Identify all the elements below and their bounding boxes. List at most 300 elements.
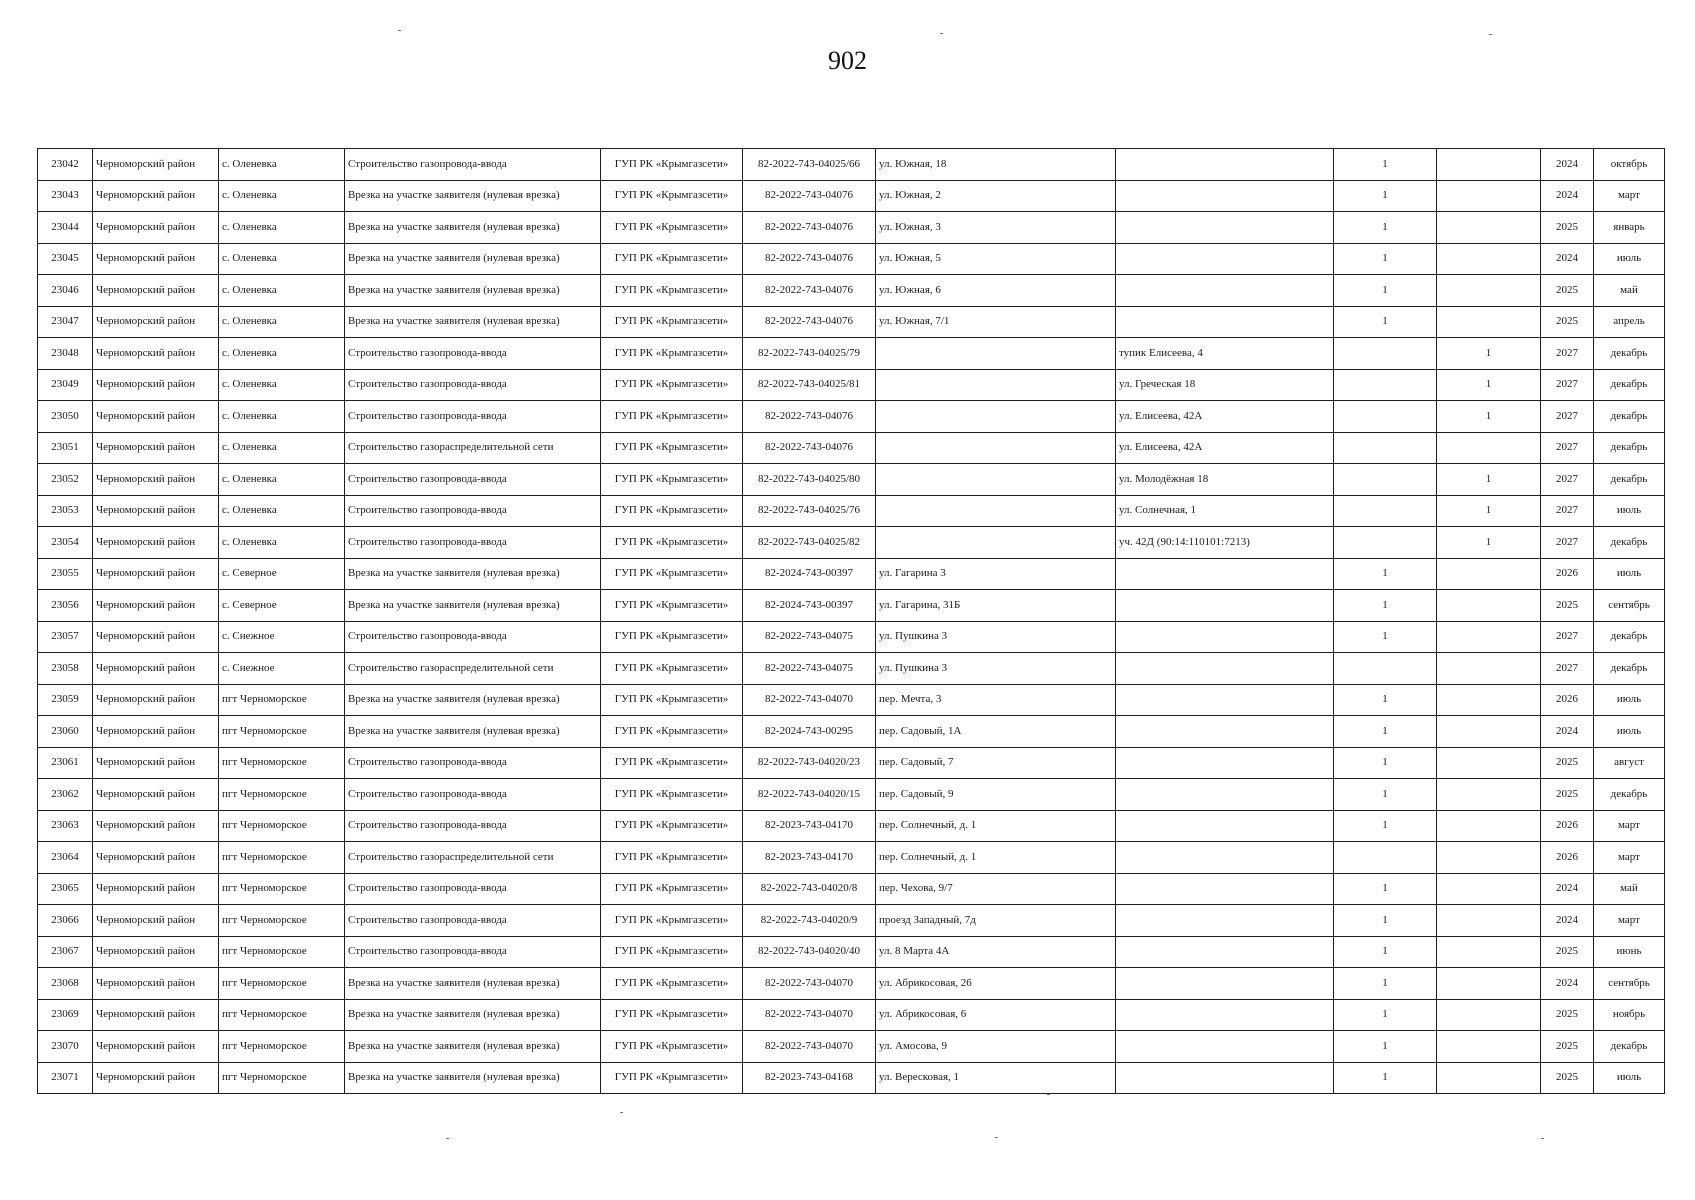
settlement-cell: с. Северное bbox=[219, 590, 345, 622]
registration-code-cell: 82-2022-743-04076 bbox=[743, 180, 876, 212]
registration-code-cell: 82-2024-743-00397 bbox=[743, 558, 876, 590]
row-number-cell: 23052 bbox=[38, 464, 93, 496]
registry-table bbox=[37, 148, 1665, 1094]
district-cell: Черноморский район bbox=[93, 968, 219, 1000]
table-row bbox=[38, 905, 1665, 937]
registration-code-cell: 82-2022-743-04025/79 bbox=[743, 338, 876, 370]
month-cell: июль bbox=[1594, 716, 1665, 748]
quantity-cell: 1 bbox=[1334, 810, 1437, 842]
table-row bbox=[38, 243, 1665, 275]
quantity-extra-cell: 1 bbox=[1437, 495, 1541, 527]
row-number-cell: 23047 bbox=[38, 306, 93, 338]
row-number-cell: 23058 bbox=[38, 653, 93, 685]
month-cell: декабрь bbox=[1594, 621, 1665, 653]
settlement-cell: пгт Черноморское bbox=[219, 873, 345, 905]
organization-cell: ГУП РК «Крымгазсети» bbox=[601, 779, 743, 811]
month-cell: март bbox=[1594, 905, 1665, 937]
organization-cell: ГУП РК «Крымгазсети» bbox=[601, 212, 743, 244]
table-row bbox=[38, 432, 1665, 464]
year-cell: 2027 bbox=[1541, 527, 1594, 559]
district-cell: Черноморский район bbox=[93, 401, 219, 433]
month-cell: июль bbox=[1594, 1062, 1665, 1094]
registration-code-cell: 82-2023-743-04170 bbox=[743, 810, 876, 842]
address-extra-cell bbox=[1116, 747, 1334, 779]
table-row bbox=[38, 338, 1665, 370]
settlement-cell: с. Оленевка bbox=[219, 464, 345, 496]
settlement-cell: с. Оленевка bbox=[219, 369, 345, 401]
address-cell: пер. Чехова, 9/7 bbox=[876, 873, 1116, 905]
district-cell: Черноморский район bbox=[93, 873, 219, 905]
district-cell: Черноморский район bbox=[93, 590, 219, 622]
address-extra-cell bbox=[1116, 653, 1334, 685]
registration-code-cell: 82-2022-743-04025/82 bbox=[743, 527, 876, 559]
month-cell: май bbox=[1594, 275, 1665, 307]
district-cell: Черноморский район bbox=[93, 432, 219, 464]
month-cell: декабрь bbox=[1594, 401, 1665, 433]
table-row bbox=[38, 621, 1665, 653]
month-cell: март bbox=[1594, 180, 1665, 212]
organization-cell: ГУП РК «Крымгазсети» bbox=[601, 810, 743, 842]
work-type-cell: Строительство газопровода-ввода bbox=[345, 810, 601, 842]
quantity-extra-cell: 1 bbox=[1437, 401, 1541, 433]
month-cell: декабрь bbox=[1594, 653, 1665, 685]
row-number-cell: 23042 bbox=[38, 149, 93, 181]
address-cell: ул. Южная, 3 bbox=[876, 212, 1116, 244]
quantity-cell: 1 bbox=[1334, 873, 1437, 905]
quantity-extra-cell bbox=[1437, 936, 1541, 968]
settlement-cell: с. Снежное bbox=[219, 653, 345, 685]
year-cell: 2024 bbox=[1541, 180, 1594, 212]
quantity-extra-cell bbox=[1437, 306, 1541, 338]
address-cell bbox=[876, 464, 1116, 496]
quantity-cell: 1 bbox=[1334, 149, 1437, 181]
row-number-cell: 23043 bbox=[38, 180, 93, 212]
organization-cell: ГУП РК «Крымгазсети» bbox=[601, 873, 743, 905]
address-cell: ул. Пушкина 3 bbox=[876, 621, 1116, 653]
address-extra-cell: ул. Елисеева, 42А bbox=[1116, 432, 1334, 464]
address-cell: ул. Пушкина 3 bbox=[876, 653, 1116, 685]
row-number-cell: 23051 bbox=[38, 432, 93, 464]
month-cell: декабрь bbox=[1594, 464, 1665, 496]
year-cell: 2027 bbox=[1541, 653, 1594, 685]
address-cell: ул. Гагарина 3 bbox=[876, 558, 1116, 590]
work-type-cell: Врезка на участке заявителя (нулевая врезка) bbox=[345, 243, 601, 275]
quantity-cell: 1 bbox=[1334, 936, 1437, 968]
settlement-cell: пгт Черноморское bbox=[219, 684, 345, 716]
table-row bbox=[38, 968, 1665, 1000]
quantity-cell: 1 bbox=[1334, 1062, 1437, 1094]
work-type-cell: Строительство газопровода-ввода bbox=[345, 527, 601, 559]
address-extra-cell bbox=[1116, 999, 1334, 1031]
organization-cell: ГУП РК «Крымгазсети» bbox=[601, 968, 743, 1000]
year-cell: 2024 bbox=[1541, 716, 1594, 748]
settlement-cell: с. Северное bbox=[219, 558, 345, 590]
quantity-cell bbox=[1334, 369, 1437, 401]
scan-speck bbox=[1489, 34, 1492, 35]
address-extra-cell bbox=[1116, 968, 1334, 1000]
address-cell: ул. Южная, 7/1 bbox=[876, 306, 1116, 338]
row-number-cell: 23062 bbox=[38, 779, 93, 811]
month-cell: март bbox=[1594, 810, 1665, 842]
address-extra-cell bbox=[1116, 936, 1334, 968]
address-cell: пер. Солнечный, д. 1 bbox=[876, 842, 1116, 874]
table-row bbox=[38, 1062, 1665, 1094]
work-type-cell: Врезка на участке заявителя (нулевая врезка) bbox=[345, 275, 601, 307]
work-type-cell: Врезка на участке заявителя (нулевая врезка) bbox=[345, 684, 601, 716]
district-cell: Черноморский район bbox=[93, 1031, 219, 1063]
quantity-extra-cell bbox=[1437, 275, 1541, 307]
registration-code-cell: 82-2022-743-04070 bbox=[743, 1031, 876, 1063]
quantity-cell bbox=[1334, 527, 1437, 559]
district-cell: Черноморский район bbox=[93, 621, 219, 653]
address-cell: проезд Западный, 7д bbox=[876, 905, 1116, 937]
address-cell: ул. Амосова, 9 bbox=[876, 1031, 1116, 1063]
quantity-extra-cell: 1 bbox=[1437, 527, 1541, 559]
row-number-cell: 23057 bbox=[38, 621, 93, 653]
settlement-cell: пгт Черноморское bbox=[219, 968, 345, 1000]
address-cell: пер. Садовый, 1А bbox=[876, 716, 1116, 748]
table-row bbox=[38, 464, 1665, 496]
quantity-cell: 1 bbox=[1334, 999, 1437, 1031]
district-cell: Черноморский район bbox=[93, 212, 219, 244]
organization-cell: ГУП РК «Крымгазсети» bbox=[601, 936, 743, 968]
address-cell: ул. Абрикосовая, 6 bbox=[876, 999, 1116, 1031]
quantity-cell: 1 bbox=[1334, 779, 1437, 811]
row-number-cell: 23060 bbox=[38, 716, 93, 748]
organization-cell: ГУП РК «Крымгазсети» bbox=[601, 401, 743, 433]
month-cell: декабрь bbox=[1594, 527, 1665, 559]
month-cell: декабрь bbox=[1594, 338, 1665, 370]
address-cell: ул. Южная, 6 bbox=[876, 275, 1116, 307]
row-number-cell: 23046 bbox=[38, 275, 93, 307]
organization-cell: ГУП РК «Крымгазсети» bbox=[601, 180, 743, 212]
address-cell: ул. Абрикосовая, 26 bbox=[876, 968, 1116, 1000]
organization-cell: ГУП РК «Крымгазсети» bbox=[601, 243, 743, 275]
table-row bbox=[38, 369, 1665, 401]
organization-cell: ГУП РК «Крымгазсети» bbox=[601, 338, 743, 370]
quantity-cell: 1 bbox=[1334, 590, 1437, 622]
quantity-extra-cell bbox=[1437, 968, 1541, 1000]
quantity-cell: 1 bbox=[1334, 621, 1437, 653]
address-extra-cell: уч. 42Д (90:14:110101:7213) bbox=[1116, 527, 1334, 559]
month-cell: декабрь bbox=[1594, 369, 1665, 401]
settlement-cell: с. Оленевка bbox=[219, 212, 345, 244]
quantity-extra-cell bbox=[1437, 1031, 1541, 1063]
address-extra-cell bbox=[1116, 684, 1334, 716]
address-cell bbox=[876, 527, 1116, 559]
district-cell: Черноморский район bbox=[93, 180, 219, 212]
year-cell: 2025 bbox=[1541, 999, 1594, 1031]
registration-code-cell: 82-2022-743-04020/8 bbox=[743, 873, 876, 905]
row-number-cell: 23054 bbox=[38, 527, 93, 559]
settlement-cell: пгт Черноморское bbox=[219, 779, 345, 811]
work-type-cell: Врезка на участке заявителя (нулевая врезка) bbox=[345, 1062, 601, 1094]
address-cell: ул. 8 Марта 4А bbox=[876, 936, 1116, 968]
row-number-cell: 23064 bbox=[38, 842, 93, 874]
work-type-cell: Строительство газопровода-ввода bbox=[345, 779, 601, 811]
quantity-cell bbox=[1334, 464, 1437, 496]
year-cell: 2027 bbox=[1541, 432, 1594, 464]
quantity-extra-cell bbox=[1437, 716, 1541, 748]
year-cell: 2026 bbox=[1541, 684, 1594, 716]
quantity-cell: 1 bbox=[1334, 275, 1437, 307]
month-cell: июль bbox=[1594, 495, 1665, 527]
settlement-cell: с. Снежное bbox=[219, 621, 345, 653]
work-type-cell: Строительство газопровода-ввода bbox=[345, 936, 601, 968]
month-cell: октябрь bbox=[1594, 149, 1665, 181]
registration-code-cell: 82-2022-743-04070 bbox=[743, 684, 876, 716]
quantity-cell: 1 bbox=[1334, 684, 1437, 716]
month-cell: декабрь bbox=[1594, 432, 1665, 464]
district-cell: Черноморский район bbox=[93, 716, 219, 748]
address-cell: пер. Мечта, 3 bbox=[876, 684, 1116, 716]
quantity-extra-cell bbox=[1437, 621, 1541, 653]
district-cell: Черноморский район bbox=[93, 243, 219, 275]
row-number-cell: 23069 bbox=[38, 999, 93, 1031]
year-cell: 2025 bbox=[1541, 212, 1594, 244]
quantity-extra-cell bbox=[1437, 905, 1541, 937]
month-cell: март bbox=[1594, 842, 1665, 874]
settlement-cell: с. Оленевка bbox=[219, 527, 345, 559]
address-cell bbox=[876, 338, 1116, 370]
row-number-cell: 23070 bbox=[38, 1031, 93, 1063]
table-row bbox=[38, 275, 1665, 307]
quantity-extra-cell bbox=[1437, 180, 1541, 212]
table-row bbox=[38, 810, 1665, 842]
address-cell bbox=[876, 495, 1116, 527]
quantity-cell: 1 bbox=[1334, 716, 1437, 748]
organization-cell: ГУП РК «Крымгазсети» bbox=[601, 432, 743, 464]
district-cell: Черноморский район bbox=[93, 653, 219, 685]
year-cell: 2027 bbox=[1541, 495, 1594, 527]
district-cell: Черноморский район bbox=[93, 527, 219, 559]
quantity-cell: 1 bbox=[1334, 180, 1437, 212]
organization-cell: ГУП РК «Крымгазсети» bbox=[601, 558, 743, 590]
organization-cell: ГУП РК «Крымгазсети» bbox=[601, 1062, 743, 1094]
district-cell: Черноморский район bbox=[93, 779, 219, 811]
table-row bbox=[38, 779, 1665, 811]
row-number-cell: 23050 bbox=[38, 401, 93, 433]
settlement-cell: пгт Черноморское bbox=[219, 936, 345, 968]
work-type-cell: Строительство газопровода-ввода bbox=[345, 747, 601, 779]
scan-speck bbox=[940, 33, 943, 34]
organization-cell: ГУП РК «Крымгазсети» bbox=[601, 275, 743, 307]
registration-code-cell: 82-2022-743-04075 bbox=[743, 653, 876, 685]
quantity-cell bbox=[1334, 338, 1437, 370]
settlement-cell: пгт Черноморское bbox=[219, 716, 345, 748]
work-type-cell: Врезка на участке заявителя (нулевая врезка) bbox=[345, 306, 601, 338]
registry-rows bbox=[38, 149, 1665, 1094]
year-cell: 2027 bbox=[1541, 621, 1594, 653]
registration-code-cell: 82-2022-743-04076 bbox=[743, 306, 876, 338]
address-extra-cell bbox=[1116, 180, 1334, 212]
registration-code-cell: 82-2024-743-00295 bbox=[743, 716, 876, 748]
settlement-cell: пгт Черноморское bbox=[219, 1062, 345, 1094]
month-cell: июль bbox=[1594, 684, 1665, 716]
address-extra-cell bbox=[1116, 149, 1334, 181]
quantity-extra-cell: 1 bbox=[1437, 464, 1541, 496]
settlement-cell: пгт Черноморское bbox=[219, 842, 345, 874]
table-row bbox=[38, 684, 1665, 716]
district-cell: Черноморский район bbox=[93, 684, 219, 716]
district-cell: Черноморский район bbox=[93, 1062, 219, 1094]
registration-code-cell: 82-2022-743-04070 bbox=[743, 968, 876, 1000]
registration-code-cell: 82-2022-743-04025/76 bbox=[743, 495, 876, 527]
organization-cell: ГУП РК «Крымгазсети» bbox=[601, 1031, 743, 1063]
work-type-cell: Строительство газопровода-ввода bbox=[345, 149, 601, 181]
quantity-cell bbox=[1334, 401, 1437, 433]
organization-cell: ГУП РК «Крымгазсети» bbox=[601, 999, 743, 1031]
year-cell: 2027 bbox=[1541, 401, 1594, 433]
row-number-cell: 23067 bbox=[38, 936, 93, 968]
registration-code-cell: 82-2022-743-04020/15 bbox=[743, 779, 876, 811]
year-cell: 2025 bbox=[1541, 1062, 1594, 1094]
quantity-cell: 1 bbox=[1334, 1031, 1437, 1063]
organization-cell: ГУП РК «Крымгазсети» bbox=[601, 306, 743, 338]
month-cell: январь bbox=[1594, 212, 1665, 244]
table-row bbox=[38, 590, 1665, 622]
month-cell: ноябрь bbox=[1594, 999, 1665, 1031]
work-type-cell: Врезка на участке заявителя (нулевая врезка) bbox=[345, 558, 601, 590]
quantity-cell: 1 bbox=[1334, 243, 1437, 275]
year-cell: 2026 bbox=[1541, 842, 1594, 874]
year-cell: 2025 bbox=[1541, 590, 1594, 622]
month-cell: август bbox=[1594, 747, 1665, 779]
address-extra-cell: ул. Греческая 18 bbox=[1116, 369, 1334, 401]
registration-code-cell: 82-2022-743-04076 bbox=[743, 212, 876, 244]
row-number-cell: 23066 bbox=[38, 905, 93, 937]
address-extra-cell bbox=[1116, 243, 1334, 275]
table-row bbox=[38, 747, 1665, 779]
row-number-cell: 23049 bbox=[38, 369, 93, 401]
address-extra-cell bbox=[1116, 306, 1334, 338]
address-cell bbox=[876, 369, 1116, 401]
address-cell: пер. Садовый, 7 bbox=[876, 747, 1116, 779]
table-row bbox=[38, 1031, 1665, 1063]
month-cell: июль bbox=[1594, 558, 1665, 590]
table-row bbox=[38, 149, 1665, 181]
scan-speck bbox=[620, 1112, 623, 1113]
year-cell: 2027 bbox=[1541, 464, 1594, 496]
scan-speck bbox=[1541, 1138, 1544, 1139]
table-row bbox=[38, 401, 1665, 433]
quantity-extra-cell bbox=[1437, 684, 1541, 716]
settlement-cell: с. Оленевка bbox=[219, 401, 345, 433]
work-type-cell: Врезка на участке заявителя (нулевая врезка) bbox=[345, 212, 601, 244]
address-cell: ул. Вересковая, 1 bbox=[876, 1062, 1116, 1094]
address-cell: пер. Солнечный, д. 1 bbox=[876, 810, 1116, 842]
registration-code-cell: 82-2022-743-04076 bbox=[743, 243, 876, 275]
year-cell: 2025 bbox=[1541, 779, 1594, 811]
work-type-cell: Строительство газораспределительной сети bbox=[345, 653, 601, 685]
registration-code-cell: 82-2022-743-04020/9 bbox=[743, 905, 876, 937]
district-cell: Черноморский район bbox=[93, 338, 219, 370]
district-cell: Черноморский район bbox=[93, 464, 219, 496]
row-number-cell: 23065 bbox=[38, 873, 93, 905]
quantity-extra-cell bbox=[1437, 590, 1541, 622]
table-row bbox=[38, 527, 1665, 559]
work-type-cell: Строительство газопровода-ввода bbox=[345, 873, 601, 905]
quantity-cell: 1 bbox=[1334, 747, 1437, 779]
row-number-cell: 23048 bbox=[38, 338, 93, 370]
organization-cell: ГУП РК «Крымгазсети» bbox=[601, 590, 743, 622]
address-extra-cell bbox=[1116, 275, 1334, 307]
month-cell: июль bbox=[1594, 243, 1665, 275]
registration-code-cell: 82-2023-743-04168 bbox=[743, 1062, 876, 1094]
quantity-cell: 1 bbox=[1334, 968, 1437, 1000]
scan-speck bbox=[1047, 1094, 1050, 1095]
organization-cell: ГУП РК «Крымгазсети» bbox=[601, 653, 743, 685]
settlement-cell: с. Оленевка bbox=[219, 338, 345, 370]
work-type-cell: Врезка на участке заявителя (нулевая врезка) bbox=[345, 1031, 601, 1063]
year-cell: 2024 bbox=[1541, 905, 1594, 937]
quantity-extra-cell bbox=[1437, 212, 1541, 244]
address-extra-cell bbox=[1116, 590, 1334, 622]
quantity-extra-cell bbox=[1437, 747, 1541, 779]
district-cell: Черноморский район bbox=[93, 747, 219, 779]
month-cell: декабрь bbox=[1594, 779, 1665, 811]
registration-code-cell: 82-2022-743-04076 bbox=[743, 275, 876, 307]
registration-code-cell: 82-2022-743-04076 bbox=[743, 432, 876, 464]
registration-code-cell: 82-2022-743-04025/80 bbox=[743, 464, 876, 496]
district-cell: Черноморский район bbox=[93, 369, 219, 401]
work-type-cell: Врезка на участке заявителя (нулевая врезка) bbox=[345, 999, 601, 1031]
row-number-cell: 23045 bbox=[38, 243, 93, 275]
settlement-cell: пгт Черноморское bbox=[219, 810, 345, 842]
table-row bbox=[38, 999, 1665, 1031]
table-row bbox=[38, 306, 1665, 338]
organization-cell: ГУП РК «Крымгазсети» bbox=[601, 369, 743, 401]
address-extra-cell bbox=[1116, 779, 1334, 811]
work-type-cell: Строительство газораспределительной сети bbox=[345, 432, 601, 464]
work-type-cell: Врезка на участке заявителя (нулевая врезка) bbox=[345, 180, 601, 212]
address-extra-cell: ул. Солнечная, 1 bbox=[1116, 495, 1334, 527]
quantity-extra-cell bbox=[1437, 810, 1541, 842]
month-cell: июнь bbox=[1594, 936, 1665, 968]
address-cell: ул. Южная, 2 bbox=[876, 180, 1116, 212]
organization-cell: ГУП РК «Крымгазсети» bbox=[601, 149, 743, 181]
year-cell: 2025 bbox=[1541, 747, 1594, 779]
scan-speck bbox=[398, 30, 401, 31]
row-number-cell: 23061 bbox=[38, 747, 93, 779]
table-row bbox=[38, 716, 1665, 748]
work-type-cell: Строительство газопровода-ввода bbox=[345, 338, 601, 370]
quantity-extra-cell bbox=[1437, 779, 1541, 811]
quantity-extra-cell bbox=[1437, 873, 1541, 905]
settlement-cell: с. Оленевка bbox=[219, 432, 345, 464]
registration-code-cell: 82-2022-743-04025/66 bbox=[743, 149, 876, 181]
registration-code-cell: 82-2022-743-04076 bbox=[743, 401, 876, 433]
registration-code-cell: 82-2022-743-04025/81 bbox=[743, 369, 876, 401]
address-cell: пер. Садовый, 9 bbox=[876, 779, 1116, 811]
registration-code-cell: 82-2022-743-04020/40 bbox=[743, 936, 876, 968]
work-type-cell: Строительство газораспределительной сети bbox=[345, 842, 601, 874]
table-row bbox=[38, 936, 1665, 968]
row-number-cell: 23044 bbox=[38, 212, 93, 244]
district-cell: Черноморский район bbox=[93, 842, 219, 874]
year-cell: 2025 bbox=[1541, 1031, 1594, 1063]
table-row bbox=[38, 873, 1665, 905]
settlement-cell: с. Оленевка bbox=[219, 306, 345, 338]
organization-cell: ГУП РК «Крымгазсети» bbox=[601, 716, 743, 748]
organization-cell: ГУП РК «Крымгазсети» bbox=[601, 684, 743, 716]
settlement-cell: с. Оленевка bbox=[219, 243, 345, 275]
settlement-cell: с. Оленевка bbox=[219, 180, 345, 212]
quantity-extra-cell: 1 bbox=[1437, 338, 1541, 370]
quantity-cell: 1 bbox=[1334, 306, 1437, 338]
address-extra-cell bbox=[1116, 873, 1334, 905]
year-cell: 2027 bbox=[1541, 338, 1594, 370]
